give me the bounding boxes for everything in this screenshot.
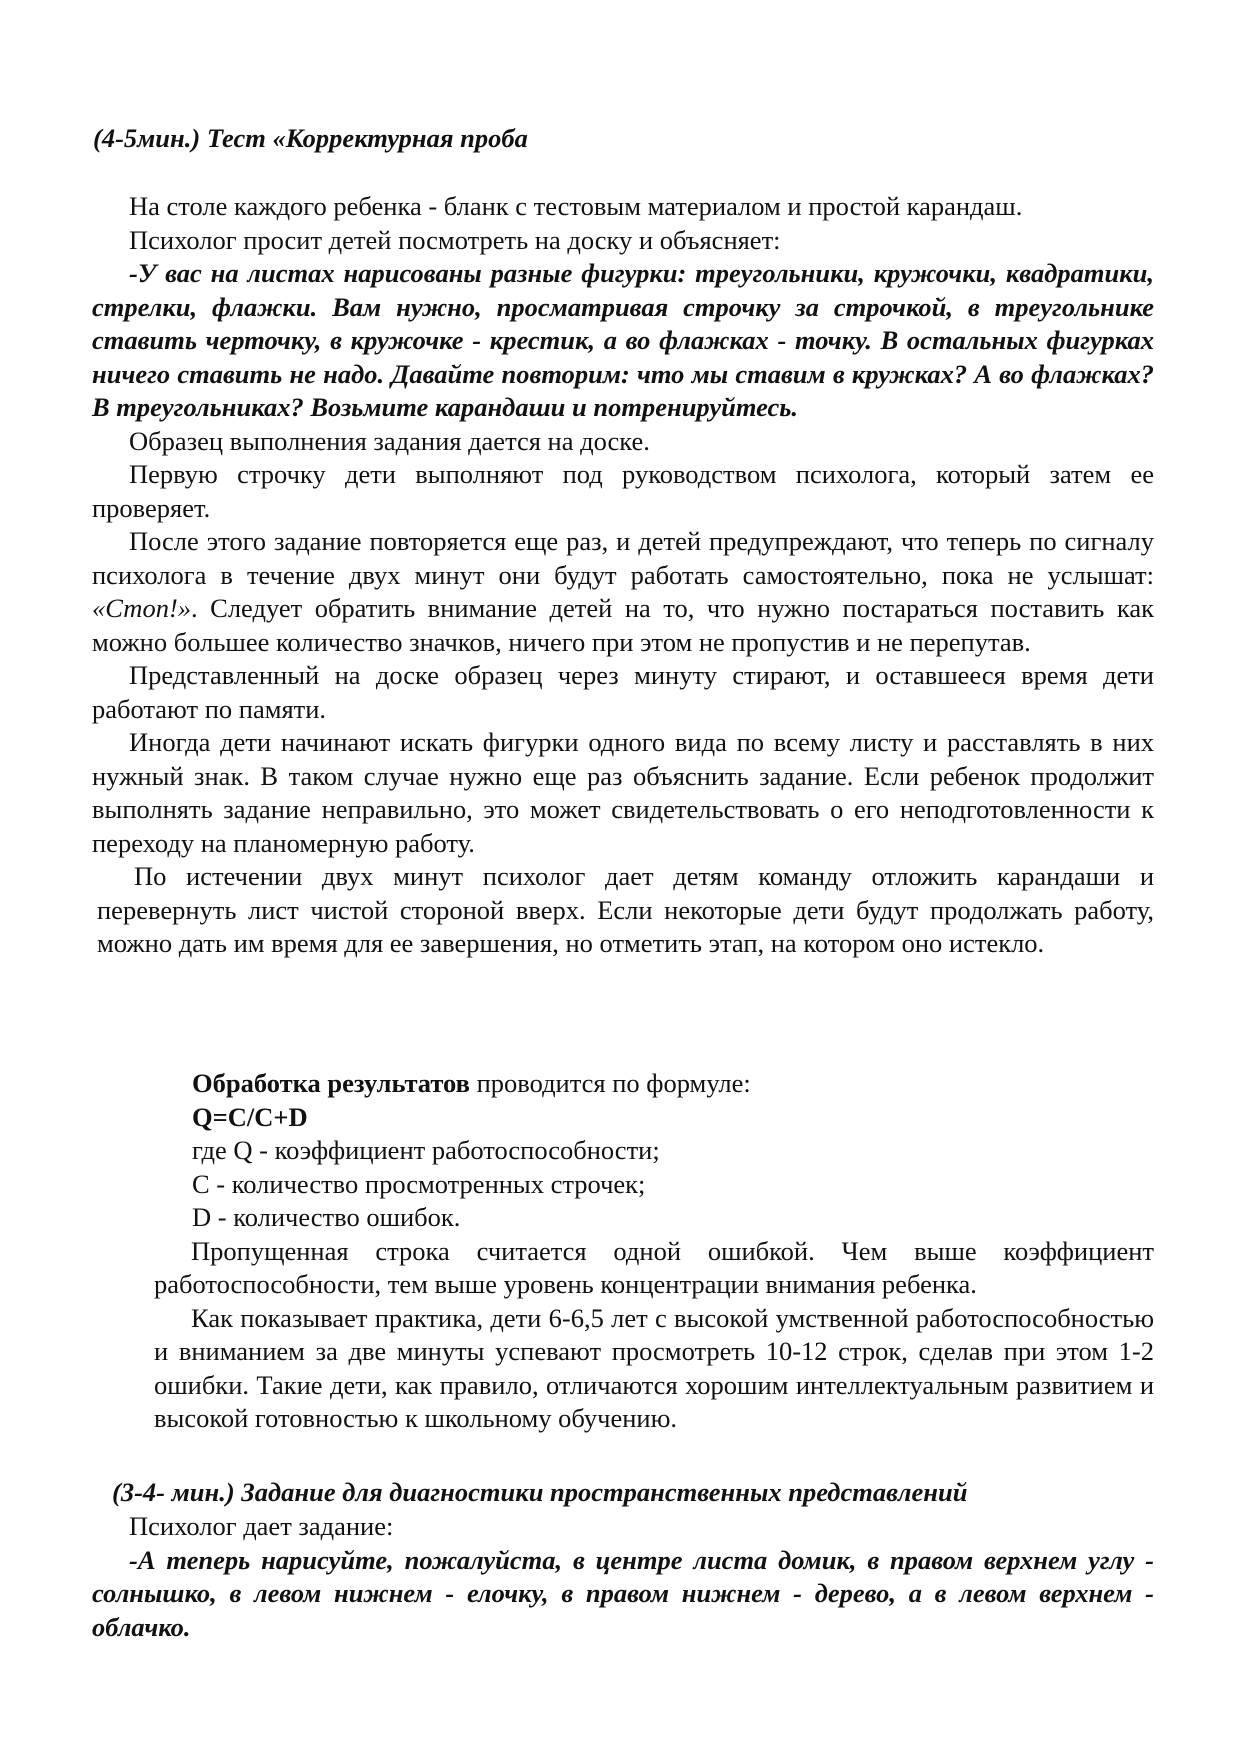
stop-signal-text: «Стоп!» — [92, 593, 192, 623]
paragraph-two-minutes: По истечении двух минут психолог дает детям команду отложить карандаши и перевернуть лист чистой стороной вверх. Если некоторые дети будут продолжать работу, можно дать им время для ее завершения, но отметить этап, на котором оно истекло. — [97, 861, 1154, 958]
paragraph-materials: На столе каждого ребенка - бланк с тестовым материалом и простой карандаш. — [129, 191, 1023, 221]
paragraph-practice: Как показывает практика, дети 6-6,5 лет с высокой умственной работоспособностью и вниманием за две минуты успевают просмотреть 10-12 строк, сделав при этом 1-2 ошибки. Такие дети, как правило, отличаются хорошим интеллектуальным развитием и высокой готовностью к школьному обучению. — [154, 1302, 1154, 1433]
text-segment: . Следует обратить внимание детей на то, что нужно постараться поставить как можно большее количество значков, ничего при этом не пропустив и не перепутав. — [92, 593, 1154, 657]
results-label-rest: проводится по формуле: — [469, 1068, 751, 1098]
paragraph-erase-sample: Представленный на доске образец через минуту стирают, и оставшееся время дети работают по памяти. — [92, 660, 1154, 724]
text-segment: После этого задание повторяется еще раз, и детей предупреждают, что теперь по сигналу психолога в течение двух минут они будут работать самостоятельно, пока не услышат: — [92, 526, 1154, 590]
section-heading-proofreading-test: (4-5мин.) Тест «Корректурная проба — [93, 123, 528, 153]
paragraph-missed-line: Пропущенная строка считается одной ошибкой. Чем выше коэффициент работоспособности, тем выше уровень концентрации внимания ребенка. — [154, 1235, 1154, 1299]
results-bold-label: Обработка результатов — [192, 1068, 470, 1098]
paragraph-searching-figures: Иногда дети начинают искать фигурки одного вида по всему листу и расставлять в них нужный знак. В таком случае нужно еще раз объяснить задание. Если ребенок продолжит выполнять задание неправильно, это может свидетельствовать о его неподготовленности к переходу на планомерную работу. — [92, 727, 1154, 858]
results-section — [154, 1067, 1154, 1436]
definition-q: где Q - коэффициент работоспособности; — [192, 1135, 660, 1165]
section-heading-spatial-task: (3-4- мин.) Задание для диагностики пространственных представлений — [112, 1477, 968, 1507]
instructions-body — [92, 190, 1154, 961]
paragraph-psychologist-explains: Психолог просит детей посмотреть на доску и объясняет: — [129, 224, 781, 255]
paragraph-sample: Образец выполнения задания дается на доске. — [129, 425, 650, 456]
results-intro — [154, 1067, 1154, 1101]
formula: Q=C/C+D — [192, 1101, 308, 1132]
paragraph-first-line: Первую строчку дети выполняют под руководством психолога, который затем ее проверяет. — [92, 459, 1154, 523]
paragraph-task-intro: Психолог дает задание: — [129, 1511, 394, 1541]
definition-d: D - количество ошибок. — [192, 1202, 461, 1232]
paragraph-repeat-task — [92, 525, 1154, 659]
paragraph-drawing-instructions: -А теперь нарисуйте, пожалуйста, в центре листа домик, в правом верхнем углу - солнышко, в левом нижнем - елочку, в правом нижнем - дерево, а в левом верхнем - облачко. — [92, 1544, 1154, 1642]
definition-c: С - количество просмотренных строчек; — [192, 1168, 646, 1199]
paragraph-instructions-quote: -У вас на листах нарисованы разные фигурки: треугольники, кружочки, квадратики, стрелки, флажки. Вам нужно, просматривая строчку за строчкой, в треугольнике ставить черточку, в кружочке - крестик, а во флажках - точку. В остальных фигурках ничего ставить не надо. Давайте повторим: что мы ставим в кружках? А во флажках? В треугольниках? Возьмите карандаши и потренируйтесь. — [92, 258, 1154, 422]
spatial-task-body — [92, 1510, 1154, 1644]
